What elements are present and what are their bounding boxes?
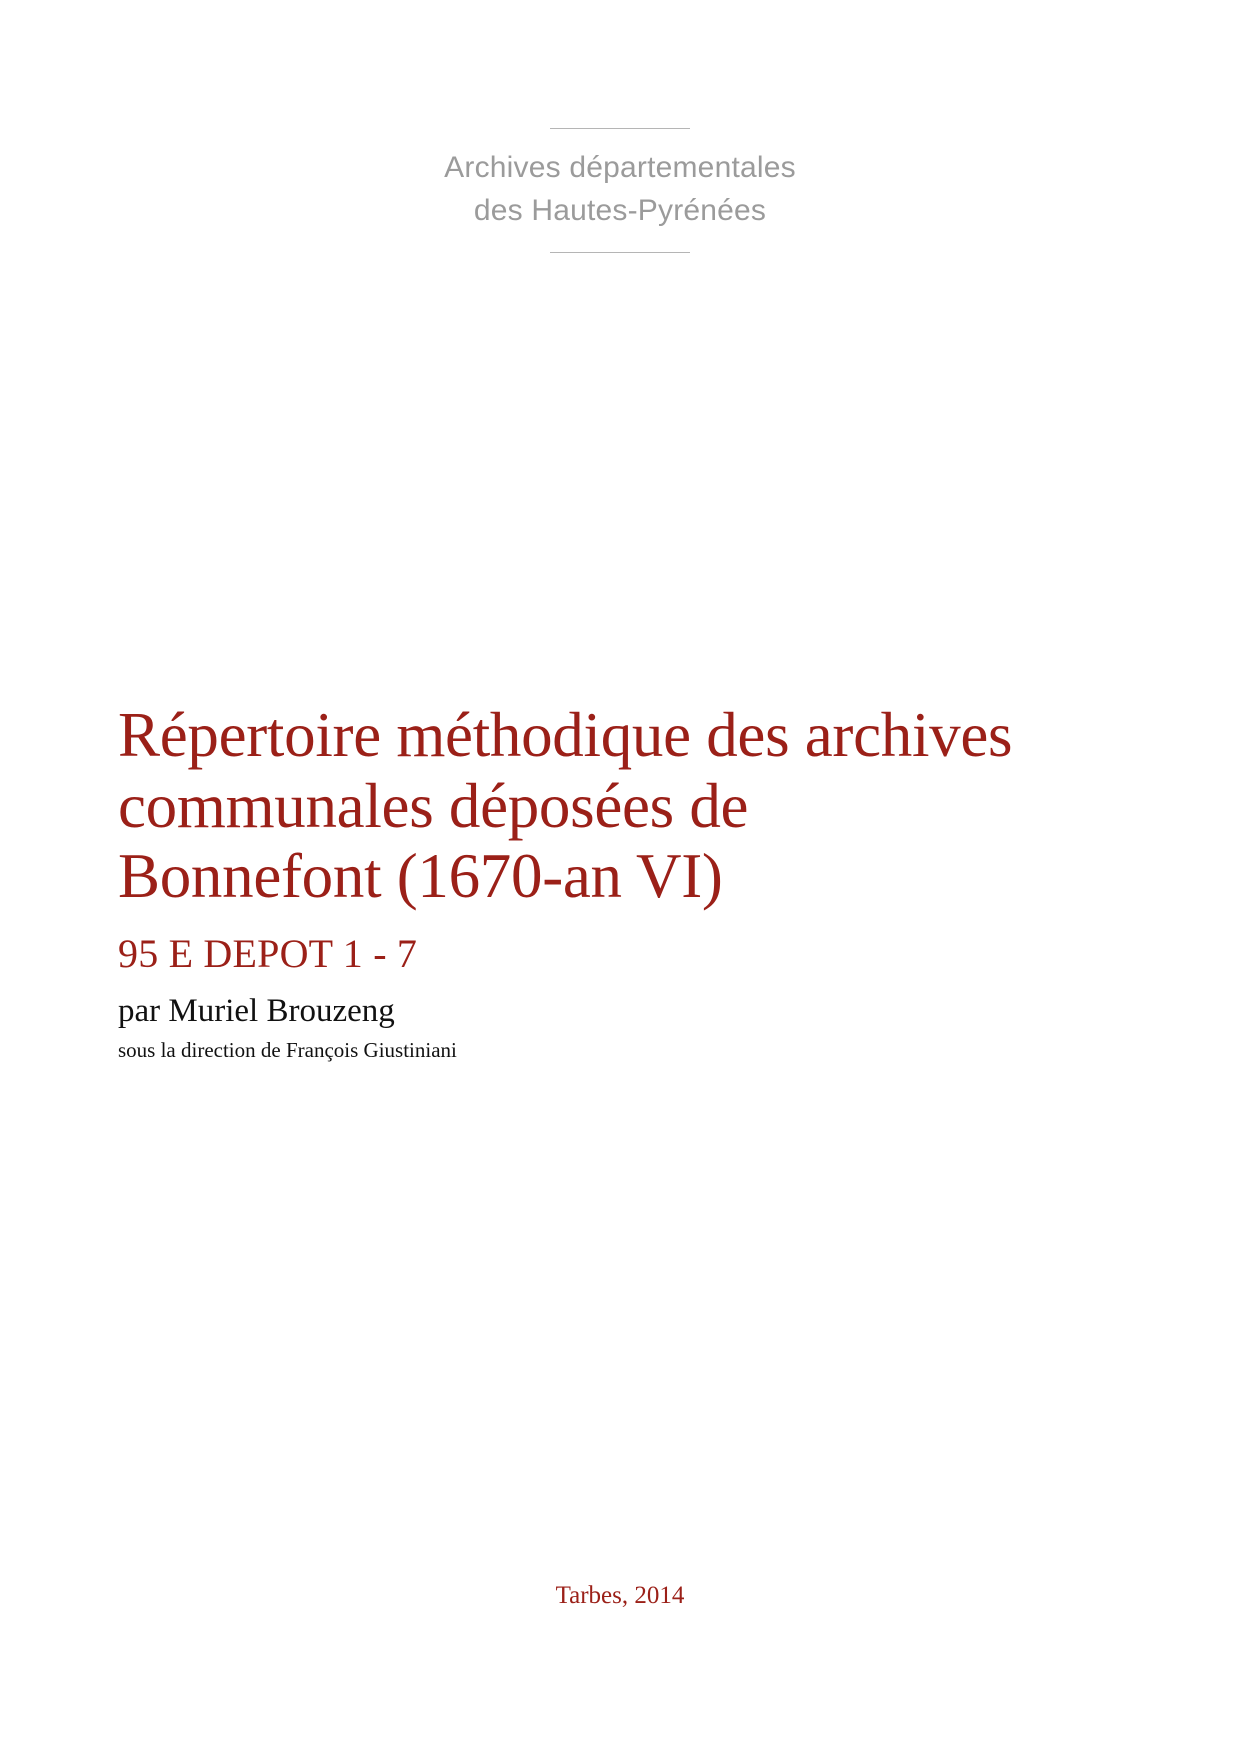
institution-name-line-1: Archives départementales: [444, 151, 796, 184]
page-title: Répertoire méthodique des archives communales déposées de Bonnefont (1670-an VI): [118, 700, 1013, 912]
supervisor-line: sous la direction de François Giustiniani: [118, 1038, 457, 1063]
archive-reference: 95 E DEPOT 1 - 7: [118, 930, 418, 976]
header-rule-top: [550, 128, 690, 129]
author-line: par Muriel Brouzeng: [118, 992, 395, 1029]
header-rule-bottom: [550, 252, 690, 253]
institution-header: [0, 128, 1240, 253]
institution-name-line-2: des Hautes-Pyrénées: [473, 193, 767, 227]
title-block: [118, 700, 1018, 1063]
place-and-date: Tarbes, 2014: [555, 1582, 685, 1609]
